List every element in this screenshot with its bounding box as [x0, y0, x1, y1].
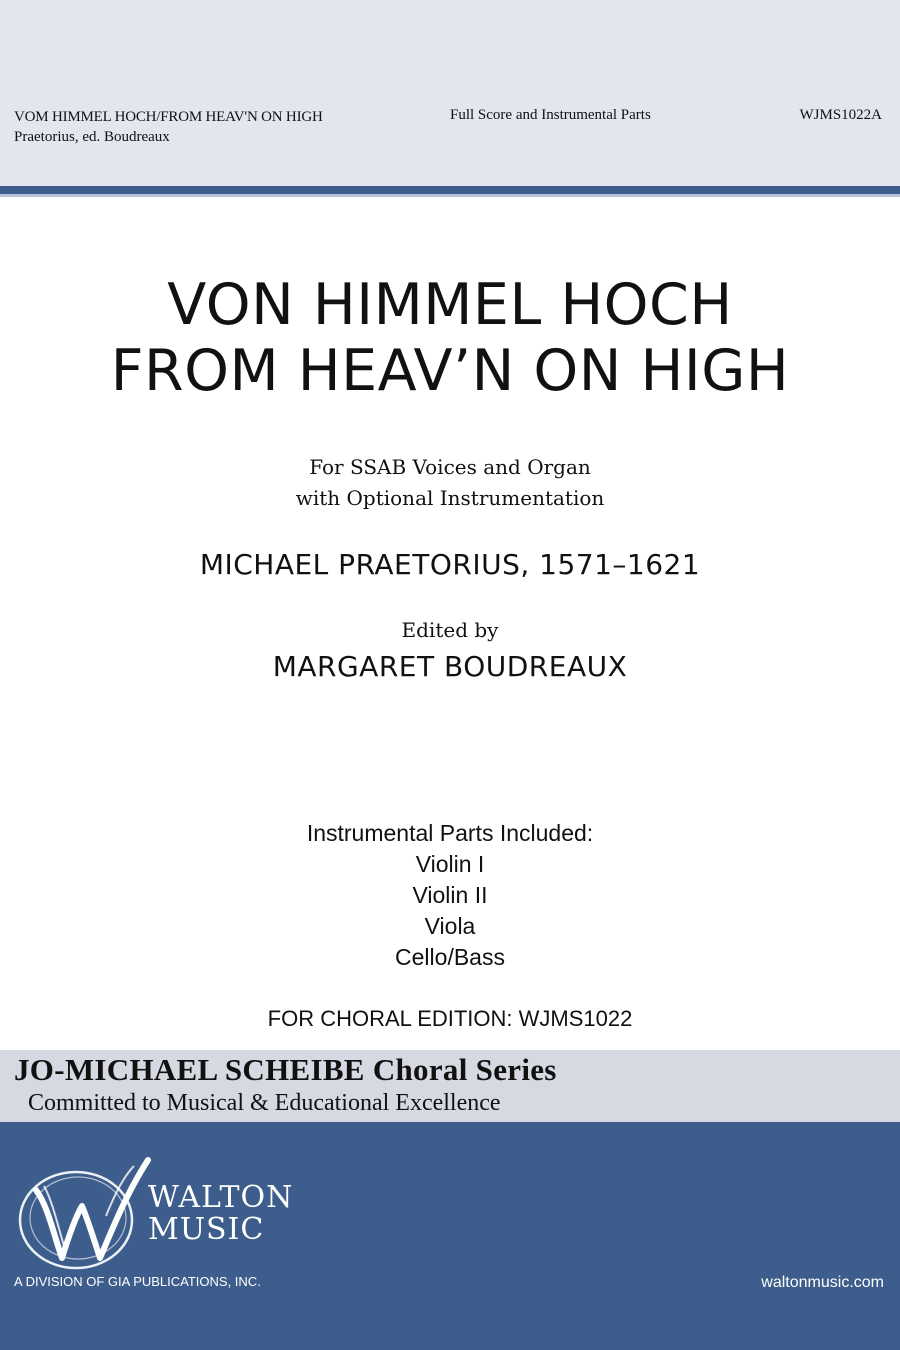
part-item: Violin II [412, 882, 488, 908]
header-bar [0, 0, 900, 186]
part-item: Viola [424, 913, 476, 939]
title-line-2: FROM HEAV’N ON HIGH [110, 338, 790, 404]
edited-by-label: Edited by [401, 618, 499, 642]
header-rule [0, 186, 900, 194]
voicing-line-2: with Optional Instrumentation [295, 486, 605, 510]
part-item: Cello/Bass [395, 944, 505, 970]
header-rule-light [0, 194, 900, 197]
choral-edition-note: FOR CHORAL EDITION: WJMS1022 [267, 1006, 633, 1031]
header-title-line: VOM HIMMEL HOCH/FROM HEAV'N ON HIGH [14, 109, 323, 125]
series-title: JO-MICHAEL SCHEIBE Choral Series [14, 1052, 557, 1087]
series-subtitle: Committed to Musical & Educational Excellence [28, 1090, 501, 1116]
walton-w-logo-icon [14, 1146, 154, 1286]
editor-name: MARGARET BOUDREAUX [272, 650, 628, 683]
title-line-1: VON HIMMEL HOCH [167, 272, 733, 338]
voicing [0, 452, 900, 514]
instrumental-parts [0, 818, 900, 973]
header-credit-line: Praetorius, ed. Boudreaux [14, 129, 170, 145]
composer: MICHAEL PRAETORIUS, 1571–1621 [199, 548, 701, 581]
header-catalog-number: WJMS1022A [799, 107, 882, 123]
parts-title: Instrumental Parts Included: [306, 820, 594, 846]
header-edition-type: Full Score and Instrumental Parts [450, 107, 651, 123]
website-link[interactable]: waltonmusic.com [761, 1274, 884, 1291]
brand-line-1: WALTON [148, 1180, 294, 1215]
brand-line-2: MUSIC [148, 1212, 265, 1247]
part-item: Violin I [415, 851, 485, 877]
division-note: A DIVISION OF GIA PUBLICATIONS, INC. [14, 1274, 261, 1289]
brand-name [148, 1182, 293, 1246]
header-left [14, 107, 323, 147]
publisher-footer [0, 1122, 900, 1350]
voicing-line-1: For SSAB Voices and Organ [309, 455, 591, 479]
